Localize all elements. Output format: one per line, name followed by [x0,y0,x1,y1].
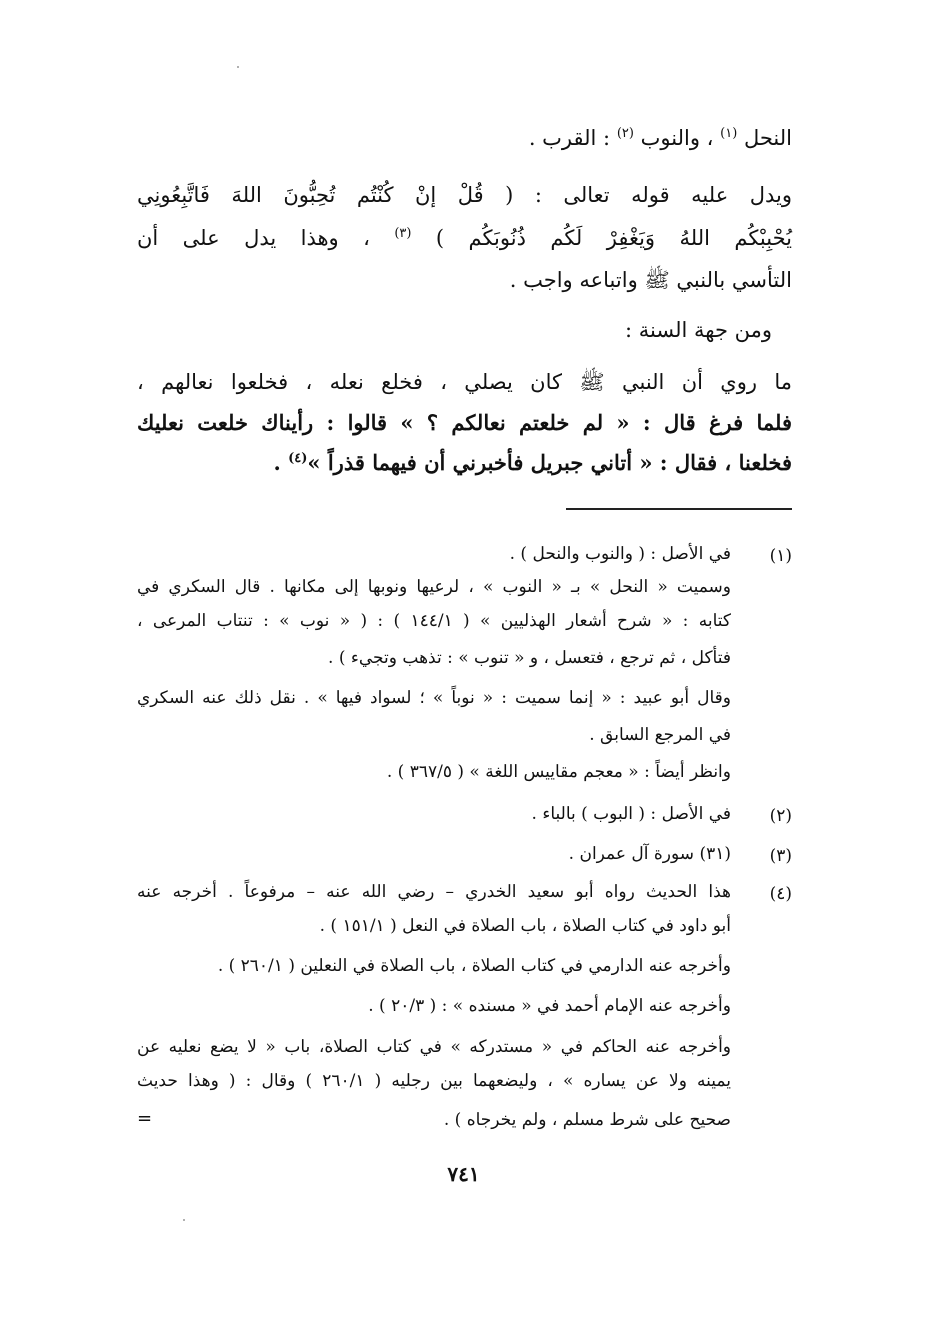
text-line-3 [137,228,792,249]
footnote-1-line-5: وقال أبو عبيد : « إنما سميت : « نوباً » ؛ لسواد فيها » . نقل ذلك عنه السكري [137,688,731,708]
scan-speck [183,1219,185,1221]
footnote-2-line-1: في الأصل : ( البوب ) بالباء . [531,804,731,824]
text-line-6: ما روي أن النبي ﷺ كان يصلي ، فخلع نعله ، فخلعوا نعالهم ، [137,370,792,394]
text-segment: ، والنوب [640,126,714,150]
footnote-1-line-4: فتأكل ، ثم ترجع ، فتعسل ، و « تنوب » : تذهب وتجيء ) . [328,648,731,668]
footnote-4-line-6: يمينه ولا عن يساره » ، وليضعهما بين رجليه ( ٢٦٠/١ ) وقال : ( وهذا حديث [137,1071,731,1091]
text-line-2: ويدل عليه قوله تعالى : ( قُلْ إنْ كُنْتُم تُحِبُّونَ اللهَ فَاتَّبِعُونِي [137,183,792,207]
footnote-4-line-1: هذا الحديث رواه أبو سعيد الخدري – رضي الله عنه – مرفوعاً . أخرجه عنه [137,882,731,902]
text-segment: . [273,450,289,475]
footnote-1-line-3: كتابه : « شرح أشعار الهذليين » ( ١٤٤/١ ) : ( « نوب » : تنتاب المرعى ، [137,611,731,631]
quran-verse: يُحْبِبْكُم اللهُ وَيَغْفِرْ لَكُم ذُنُوبَكُم ) [435,226,792,250]
text-line-4: التأسي بالنبي ﷺ واتباعه واجب . [509,268,792,292]
footnote-ref-4[interactable]: (٤) [288,451,308,466]
footnote-ref-3[interactable]: (٣) [394,226,412,241]
footnote-1-line-1: في الأصل : ( والنوب والنحل ) . [509,544,731,564]
section-heading-sunnah: ومن جهة السنة : [625,318,772,342]
text-line-7: فلما فرغ قال : « لم خلعتم نعالكم ؟ » قالوا : رأيناك خلعت نعليك [137,410,792,435]
text-segment: النحل [743,126,792,150]
page-number: ٧٤١ [447,1162,480,1186]
footnote-ref-2[interactable]: (٢) [616,126,634,141]
footnote-number-1: (١) [769,546,792,566]
continuation-mark: = [137,1108,153,1129]
footnote-number-4: (٤) [769,884,792,904]
text-segment: : القرب . [528,126,611,150]
footnote-3-line-1: (٣١) سورة آل عمران . [568,844,731,864]
hadith-quote: فخلعنا ، فقال : « أتاني جبريل فأخبرني أن فيهما قذراً » [307,450,792,475]
footnote-4-line-2: أبو داود في كتاب الصلاة ، باب الصلاة في النعل ( ١٥١/١ ) . [319,916,731,936]
footnote-1-line-2: وسميت « النحل » بـ « النوب » ، لرعيها ونوبها إلى مكانها . قال السكري في [137,577,731,597]
footnote-4-line-7: صحيح على شرط مسلم ، ولم يخرجاه ) . [443,1110,731,1130]
footnote-ref-1[interactable]: (١) [720,126,738,141]
text-segment: ، وهذا يدل على أن [137,226,370,250]
text-line-8 [137,452,792,473]
footnote-1-line-6: في المرجع السابق . [589,725,731,745]
footnote-number-3: (٣) [769,846,792,866]
footnote-4-line-3: وأخرجه عنه الدارمي في كتاب الصلاة ، باب الصلاة في النعلين ( ٢٦٠/١ ) . [217,956,731,976]
footnote-number-2: (٢) [769,806,792,826]
scan-speck [237,66,239,68]
text-line-1 [137,128,792,149]
footnote-4-line-5: وأخرجه عنه الحاكم في « مستدركه » في كتاب الصلاة، باب « لا يضع نعليه عن [137,1037,731,1057]
footnote-1-line-7: وانظر أيضاً : « معجم مقاييس اللغة » ( ٣٦٧/٥ ) . [386,762,731,782]
footnote-4-line-4: وأخرجه عنه الإمام أحمد في « مسنده » : ( ٢٠/٣ ) . [368,996,731,1016]
footnote-divider [566,508,792,510]
